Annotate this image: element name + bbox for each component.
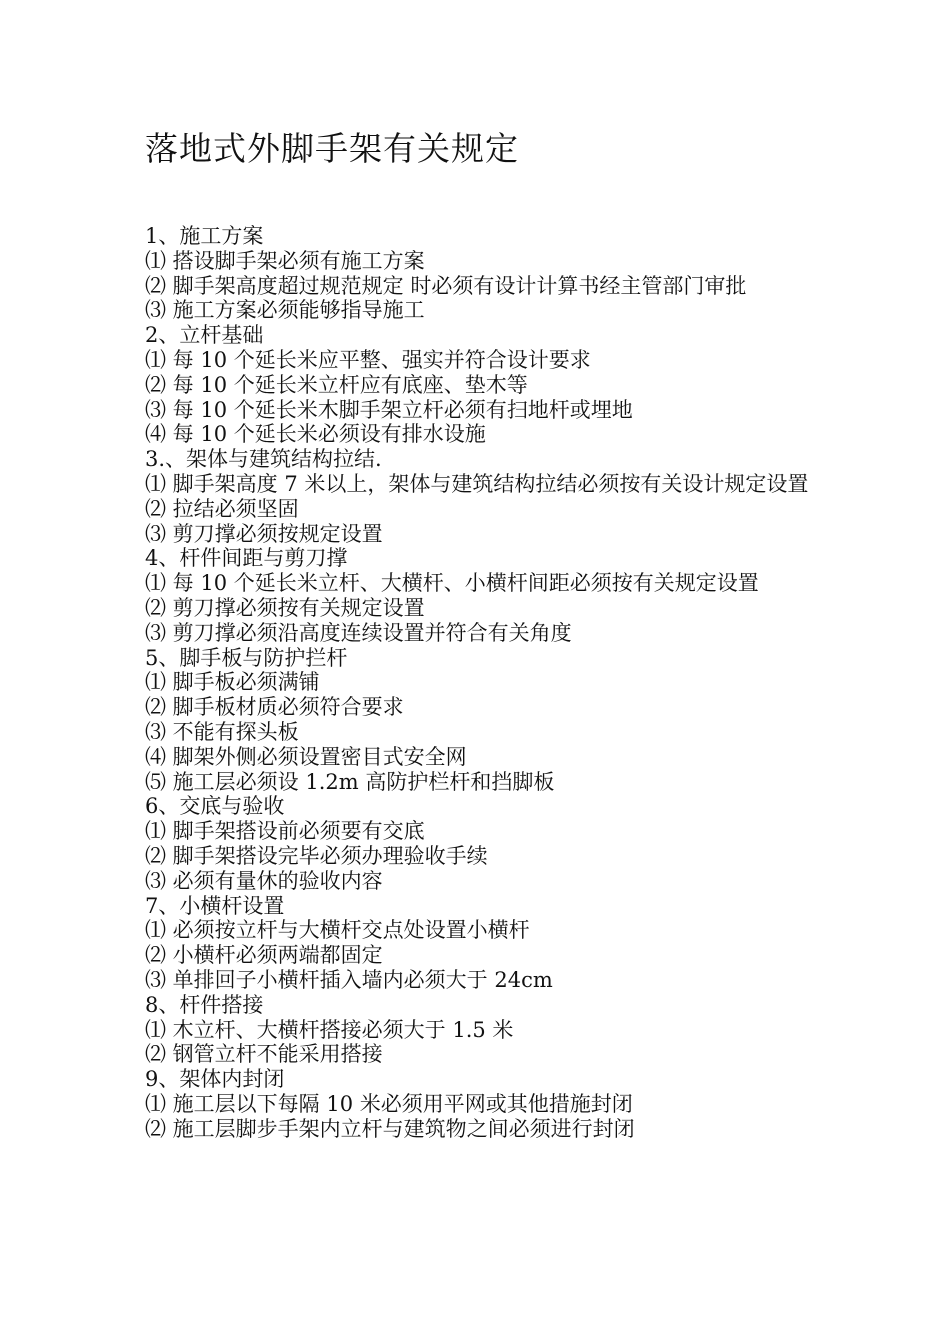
list-item: ⑶ 每 10 个延长米木脚手架立杆必须有扫地杆或埋地 [145,397,633,422]
list-item: ⑷ 脚架外侧必须设置密目式安全网 [145,744,467,769]
section-heading: 4、杆件间距与剪刀撑 [145,546,348,571]
list-item: ⑷ 每 10 个延长米必须设有排水设施 [145,422,486,447]
list-item: ⑴ 必须按立杆与大横杆交点处设置小横杆 [145,918,530,943]
section-heading: 3.、架体与建筑结构拉结. [145,447,382,472]
list-item: ⑵ 脚手板材质必须符合要求 [145,695,404,720]
section-heading: 7、小横杆设置 [145,893,285,918]
document-title: 落地式外脚手架有关规定 [145,129,519,168]
list-item: ⑴ 每 10 个延长米立杆、大横杆、小横杆间距必须按有关规定设置 [145,571,759,596]
list-item: ⑴ 每 10 个延长米应平整、强实并符合设计要求 [145,347,591,372]
list-item: ⑴ 搭设脚手架必须有施工方案 [145,248,425,273]
list-item: ⑵ 小横杆必须两端都固定 [145,943,383,968]
section-heading: 1、施工方案 [145,224,264,248]
list-item: ⑶ 剪刀撑必须按规定设置 [145,521,383,546]
list-item: ⑸ 施工层必须设 1.2m 高防护栏杆和挡脚板 [145,769,555,794]
section-heading: 9、架体内封闭 [145,1067,285,1092]
document-body [145,224,810,1141]
list-item: ⑵ 钢管立杆不能采用搭接 [145,1042,383,1067]
list-item: ⑵ 脚手架高度超过规范规定 时必须有设计计算书经主管部门审批 [145,273,747,298]
list-item: ⑶ 剪刀撑必须沿高度连续设置并符合有关角度 [145,620,572,645]
list-item: ⑵ 施工层脚步手架内立杆与建筑物之间必须进行封闭 [145,1116,635,1141]
list-item: ⑴ 脚手架搭设前必须要有交底 [145,819,425,844]
section-heading: 5、脚手板与防护拦杆 [145,645,348,670]
list-item: ⑶ 单排回子小横杆插入墙内必须大于 24cm [145,967,553,992]
list-item: ⑶ 施工方案必须能够指导施工 [145,298,425,323]
section-heading: 8、杆件搭接 [145,992,264,1017]
list-item: ⑵ 每 10 个延长米立杆应有底座、垫木等 [145,372,528,397]
list-item: ⑵ 剪刀撑必须按有关规定设置 [145,595,425,620]
section-heading: 2、立杆基础 [145,323,264,348]
section-heading: 6、交底与验收 [145,794,285,819]
list-item: ⑵ 拉结必须坚固 [145,496,299,521]
list-item: ⑴ 木立杆、大横杆搭接必须大于 1.5 米 [145,1017,514,1042]
list-item: ⑵ 脚手架搭设完毕必须办理验收手续 [145,843,488,868]
list-item: ⑴ 脚手架高度 7 米以上，架体与建筑结构拉结必须按有关设计规定设置 [145,471,809,496]
list-item: ⑶ 必须有量休的验收内容 [145,868,383,893]
list-item: ⑴ 施工层以下每隔 10 米必须用平网或其他措施封闭 [145,1091,633,1116]
list-item: ⑴ 脚手板必须满铺 [145,670,320,695]
list-item: ⑶ 不能有探头板 [145,719,299,744]
